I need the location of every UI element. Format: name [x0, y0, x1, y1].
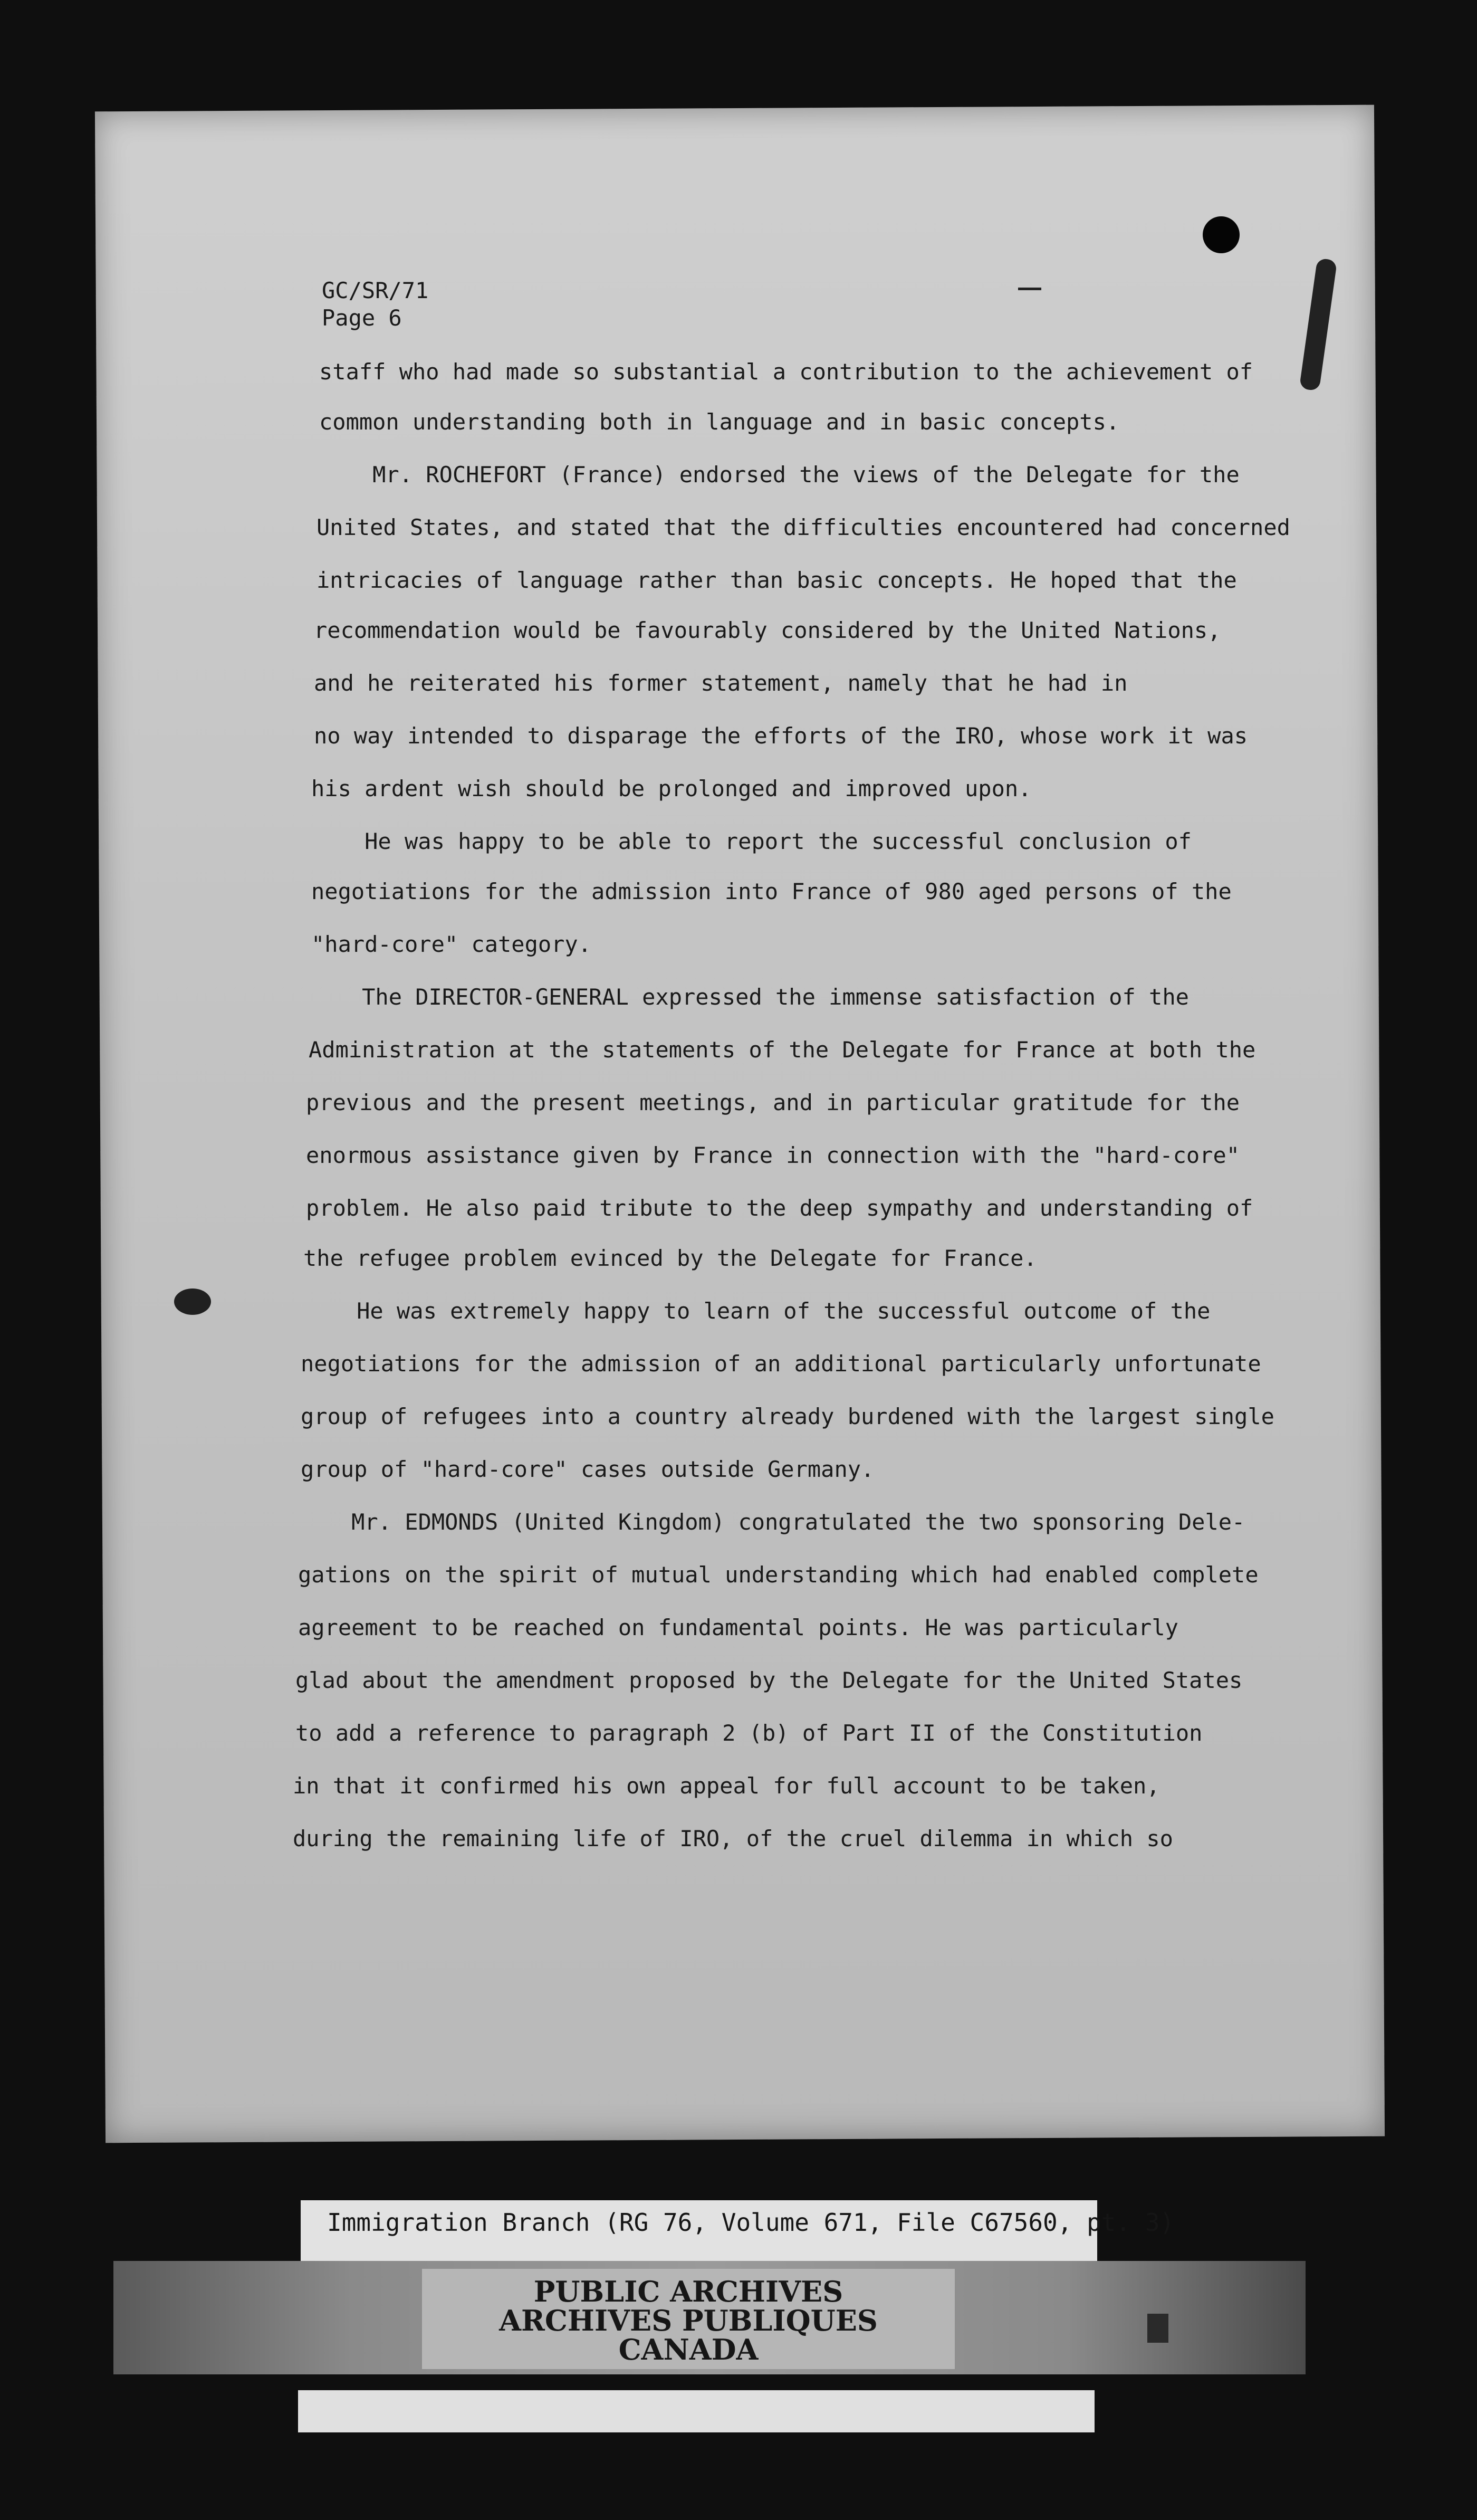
bottom-label-strip — [298, 2390, 1095, 2432]
body-line: group of refugees into a country already burdened with the largest single — [301, 1404, 1274, 1429]
body-line: recommendation would be favourably considered by the United Nations, — [314, 617, 1221, 643]
body-line: his ardent wish should be prolonged and improved upon. — [311, 776, 1032, 801]
body-line: He was happy to be able to report the successful conclusion of — [311, 828, 1192, 854]
stamp-line-1: PUBLIC ARCHIVES — [533, 2275, 843, 2308]
body-line: "hard-core" category. — [311, 931, 592, 957]
page-number: Page 6 — [322, 305, 402, 331]
body-line: Administration at the statements of the Delegate for France at both the — [309, 1037, 1256, 1063]
body-line: negotiations for the admission into France of 980 aged persons of the — [311, 879, 1232, 904]
document-header — [322, 277, 428, 332]
body-line: glad about the amendment proposed by the Delegate for the United States — [295, 1667, 1243, 1693]
body-line: intricacies of language rather than basic concepts. He hoped that the — [316, 567, 1237, 593]
ink-blot — [174, 1288, 211, 1315]
side-mark — [1147, 2314, 1168, 2343]
body-line: negotiations for the admission of an additional particularly unfortunate — [301, 1351, 1261, 1377]
stamp-line-2: ARCHIVES PUBLIQUES — [499, 2304, 878, 2337]
body-line: gations on the spirit of mutual understanding which had enabled complete — [298, 1562, 1259, 1588]
punch-hole — [1203, 216, 1240, 253]
body-line: previous and the present meetings, and in particular gratitude for the — [306, 1090, 1240, 1115]
body-line: no way intended to disparage the efforts of the IRO, whose work it was — [314, 723, 1248, 749]
body-line: Mr. ROCHEFORT (France) endorsed the views of the Delegate for the — [319, 462, 1240, 488]
body-line: agreement to be reached on fundamental points. He was particularly — [298, 1615, 1178, 1640]
stamp-line-3: CANADA — [618, 2333, 759, 2366]
body-line: group of "hard-core" cases outside Germany. — [301, 1456, 875, 1482]
body-line: in that it confirmed his own appeal for full account to be taken, — [293, 1773, 1160, 1799]
body-line: common understanding both in language and in basic concepts. — [319, 409, 1120, 435]
body-line: to add a reference to paragraph 2 (b) of Part II of the Constitution — [295, 1720, 1203, 1746]
body-line: and he reiterated his former statement, namely that he had in — [314, 670, 1128, 696]
header-dash — [1018, 288, 1041, 290]
doc-ref: GC/SR/71 — [322, 278, 429, 303]
body-line: enormous assistance given by France in connection with the "hard-core" — [306, 1142, 1240, 1168]
body-line: the refugee problem evinced by the Delegate for France. — [303, 1245, 1037, 1271]
body-line: Mr. EDMONDS (United Kingdom) congratulated the two sponsoring Dele- — [298, 1509, 1245, 1535]
body-line: He was extremely happy to learn of the successful outcome of the — [303, 1298, 1211, 1324]
body-line: The DIRECTOR-GENERAL expressed the immense satisfaction of the — [309, 984, 1189, 1010]
archive-label: Immigration Branch (RG 76, Volume 671, File C67560, pt. 3) — [327, 2208, 1175, 2237]
body-line: staff who had made so substantial a contribution to the achievement of — [319, 359, 1253, 385]
body-line: during the remaining life of IRO, of the cruel dilemma in which so — [293, 1826, 1173, 1851]
body-line: United States, and stated that the difficulties encountered had concerned — [316, 514, 1290, 540]
body-line: problem. He also paid tribute to the deep sympathy and understanding of — [306, 1195, 1253, 1221]
